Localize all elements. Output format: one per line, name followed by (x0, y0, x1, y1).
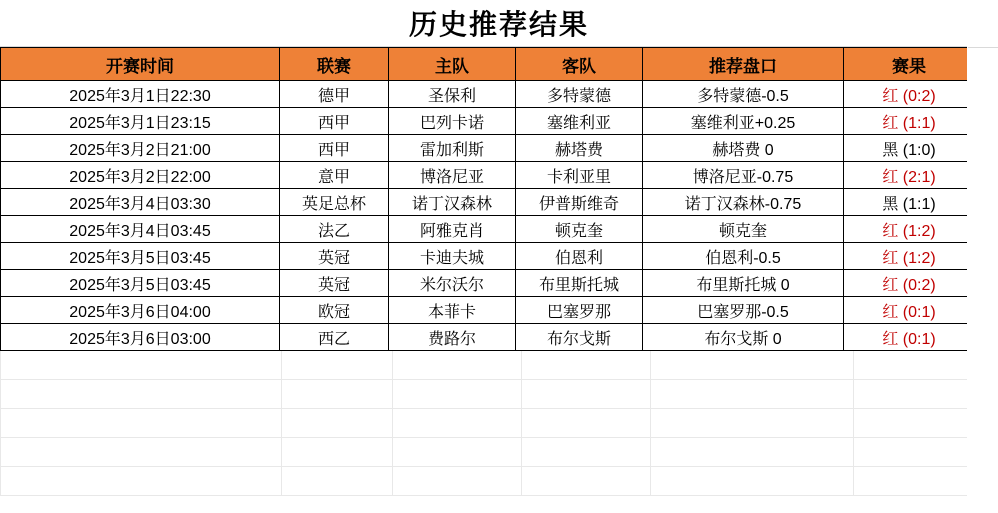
result-badge: 红 (882, 276, 899, 294)
cell-time: 2025年3月5日03:45 (1, 270, 280, 297)
empty-cell (282, 438, 393, 467)
empty-cell (393, 380, 522, 409)
page-title-row (0, 0, 998, 47)
cell-tip: 伯恩利-0.5 (643, 243, 844, 270)
cell-league: 英冠 (280, 270, 389, 297)
cell-league: 德甲 (280, 81, 389, 108)
result-score: (0:1) (902, 330, 936, 348)
cell-time: 2025年3月6日04:00 (1, 297, 280, 324)
empty-cell (282, 467, 393, 496)
empty-cell (651, 409, 854, 438)
cell-tip: 赫塔费 0 (643, 135, 844, 162)
column-header-home: 主队 (389, 48, 516, 81)
empty-cell (393, 351, 522, 380)
cell-tip: 塞维利亚+0.25 (643, 108, 844, 135)
empty-cell (522, 380, 651, 409)
cell-home: 雷加利斯 (389, 135, 516, 162)
cell-time: 2025年3月1日22:30 (1, 81, 280, 108)
cell-time: 2025年3月5日03:45 (1, 243, 280, 270)
empty-cell (393, 409, 522, 438)
empty-row (1, 438, 987, 467)
cell-away: 布尔戈斯 (516, 324, 643, 351)
cell-tip: 布尔戈斯 0 (643, 324, 844, 351)
table-row (1, 324, 975, 351)
empty-cell (393, 438, 522, 467)
result-score: (0:2) (902, 276, 936, 294)
result-badge: 黑 (882, 195, 899, 213)
cell-home: 阿雅克肖 (389, 216, 516, 243)
cell-result (844, 189, 975, 216)
table-row (1, 81, 975, 108)
cell-tip: 博洛尼亚-0.75 (643, 162, 844, 189)
cell-result (844, 297, 975, 324)
cell-result (844, 162, 975, 189)
empty-cell (393, 467, 522, 496)
page-title: 历史推荐结果 (408, 9, 589, 40)
cell-result (844, 324, 975, 351)
result-badge: 红 (882, 303, 899, 321)
empty-cell (522, 438, 651, 467)
empty-cell (1, 380, 282, 409)
result-badge: 红 (882, 330, 899, 348)
table-row (1, 243, 975, 270)
column-header-league: 联赛 (280, 48, 389, 81)
table-row (1, 297, 975, 324)
result-score: (1:0) (902, 141, 936, 159)
result-badge: 黑 (882, 141, 899, 159)
cell-time: 2025年3月1日23:15 (1, 108, 280, 135)
cell-home: 卡迪夫城 (389, 243, 516, 270)
empty-row (1, 380, 987, 409)
empty-cell (522, 409, 651, 438)
gutter-divider (968, 47, 998, 48)
cell-time: 2025年3月2日22:00 (1, 162, 280, 189)
cell-league: 西甲 (280, 135, 389, 162)
cell-away: 赫塔费 (516, 135, 643, 162)
cell-league: 欧冠 (280, 297, 389, 324)
cell-away: 伯恩利 (516, 243, 643, 270)
empty-cell (651, 380, 854, 409)
table-header (1, 48, 975, 81)
column-header-result: 赛果 (844, 48, 975, 81)
empty-cell (1, 351, 282, 380)
result-badge: 红 (882, 222, 899, 240)
column-header-tip: 推荐盘口 (643, 48, 844, 81)
cell-tip: 布里斯托城 0 (643, 270, 844, 297)
empty-row (1, 351, 987, 380)
cell-result (844, 81, 975, 108)
cell-league: 意甲 (280, 162, 389, 189)
empty-cell (282, 380, 393, 409)
table-row (1, 162, 975, 189)
cell-time: 2025年3月2日21:00 (1, 135, 280, 162)
result-score: (2:1) (902, 168, 936, 186)
cell-home: 巴列卡诺 (389, 108, 516, 135)
cell-league: 西甲 (280, 108, 389, 135)
cell-home: 米尔沃尔 (389, 270, 516, 297)
empty-row (1, 409, 987, 438)
cell-away: 伊普斯维奇 (516, 189, 643, 216)
table-row (1, 135, 975, 162)
cell-away: 巴塞罗那 (516, 297, 643, 324)
empty-cell (522, 467, 651, 496)
right-gutter (967, 0, 998, 513)
empty-cell (1, 467, 282, 496)
table-row (1, 216, 975, 243)
cell-league: 英冠 (280, 243, 389, 270)
empty-cell (1, 438, 282, 467)
table-row (1, 189, 975, 216)
empty-cell (282, 409, 393, 438)
result-score: (1:2) (902, 249, 936, 267)
result-score: (1:1) (902, 114, 936, 132)
cell-league: 英足总杯 (280, 189, 389, 216)
result-badge: 红 (882, 168, 899, 186)
empty-row (1, 467, 987, 496)
cell-home: 圣保利 (389, 81, 516, 108)
cell-away: 卡利亚里 (516, 162, 643, 189)
cell-league: 西乙 (280, 324, 389, 351)
column-header-time: 开赛时间 (1, 48, 280, 81)
empty-cell (651, 467, 854, 496)
empty-cell (282, 351, 393, 380)
empty-cell (1, 409, 282, 438)
cell-tip: 顿克奎 (643, 216, 844, 243)
empty-cell (651, 438, 854, 467)
result-badge: 红 (882, 87, 899, 105)
cell-away: 多特蒙德 (516, 81, 643, 108)
cell-home: 本菲卡 (389, 297, 516, 324)
cell-result (844, 135, 975, 162)
table-row (1, 108, 975, 135)
cell-away: 顿克奎 (516, 216, 643, 243)
result-score: (0:2) (902, 87, 936, 105)
cell-result (844, 108, 975, 135)
cell-result (844, 216, 975, 243)
cell-home: 诺丁汉森林 (389, 189, 516, 216)
cell-result (844, 243, 975, 270)
result-score: (1:2) (902, 222, 936, 240)
results-table (0, 47, 975, 351)
cell-league: 法乙 (280, 216, 389, 243)
result-score: (1:1) (902, 195, 936, 213)
table-row (1, 270, 975, 297)
table-body (1, 81, 975, 351)
empty-cell (522, 351, 651, 380)
result-badge: 红 (882, 114, 899, 132)
result-badge: 红 (882, 249, 899, 267)
column-header-away: 客队 (516, 48, 643, 81)
result-score: (0:1) (902, 303, 936, 321)
cell-tip: 巴塞罗那-0.5 (643, 297, 844, 324)
empty-cell (651, 351, 854, 380)
cell-time: 2025年3月4日03:45 (1, 216, 280, 243)
cell-away: 塞维利亚 (516, 108, 643, 135)
cell-time: 2025年3月4日03:30 (1, 189, 280, 216)
table-header-row (1, 48, 975, 81)
cell-time: 2025年3月6日03:00 (1, 324, 280, 351)
cell-home: 博洛尼亚 (389, 162, 516, 189)
cell-tip: 多特蒙德-0.5 (643, 81, 844, 108)
cell-tip: 诺丁汉森林-0.75 (643, 189, 844, 216)
cell-result (844, 270, 975, 297)
empty-rows-area (0, 351, 987, 496)
cell-home: 费路尔 (389, 324, 516, 351)
cell-away: 布里斯托城 (516, 270, 643, 297)
